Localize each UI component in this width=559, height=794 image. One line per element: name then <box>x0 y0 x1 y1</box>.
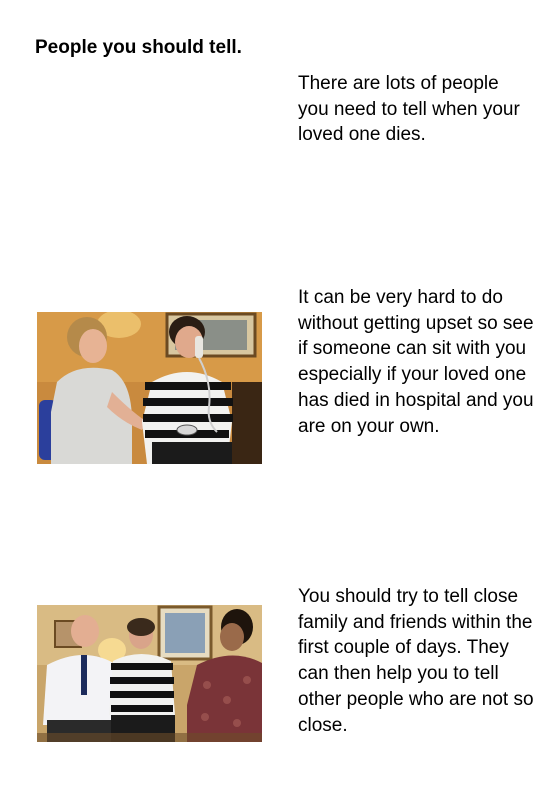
paragraph-people-to-tell: There are lots of people you need to tell when your loved one dies. <box>298 73 520 146</box>
photo-group-conversation <box>37 605 262 742</box>
page-heading: People you should tell. <box>35 37 242 58</box>
paragraph-close-family: You should try to tell close family and friends within the first couple of days. They can then help you to tell other people who are not so close. <box>298 586 534 736</box>
paragraph-hard-to-do: It can be very hard to do without getting upset so see if someone can sit with you especially if your loved one has died in hospital and you are on your own. <box>298 287 534 437</box>
photo-woman-on-telephone-with-supporter <box>37 312 262 464</box>
